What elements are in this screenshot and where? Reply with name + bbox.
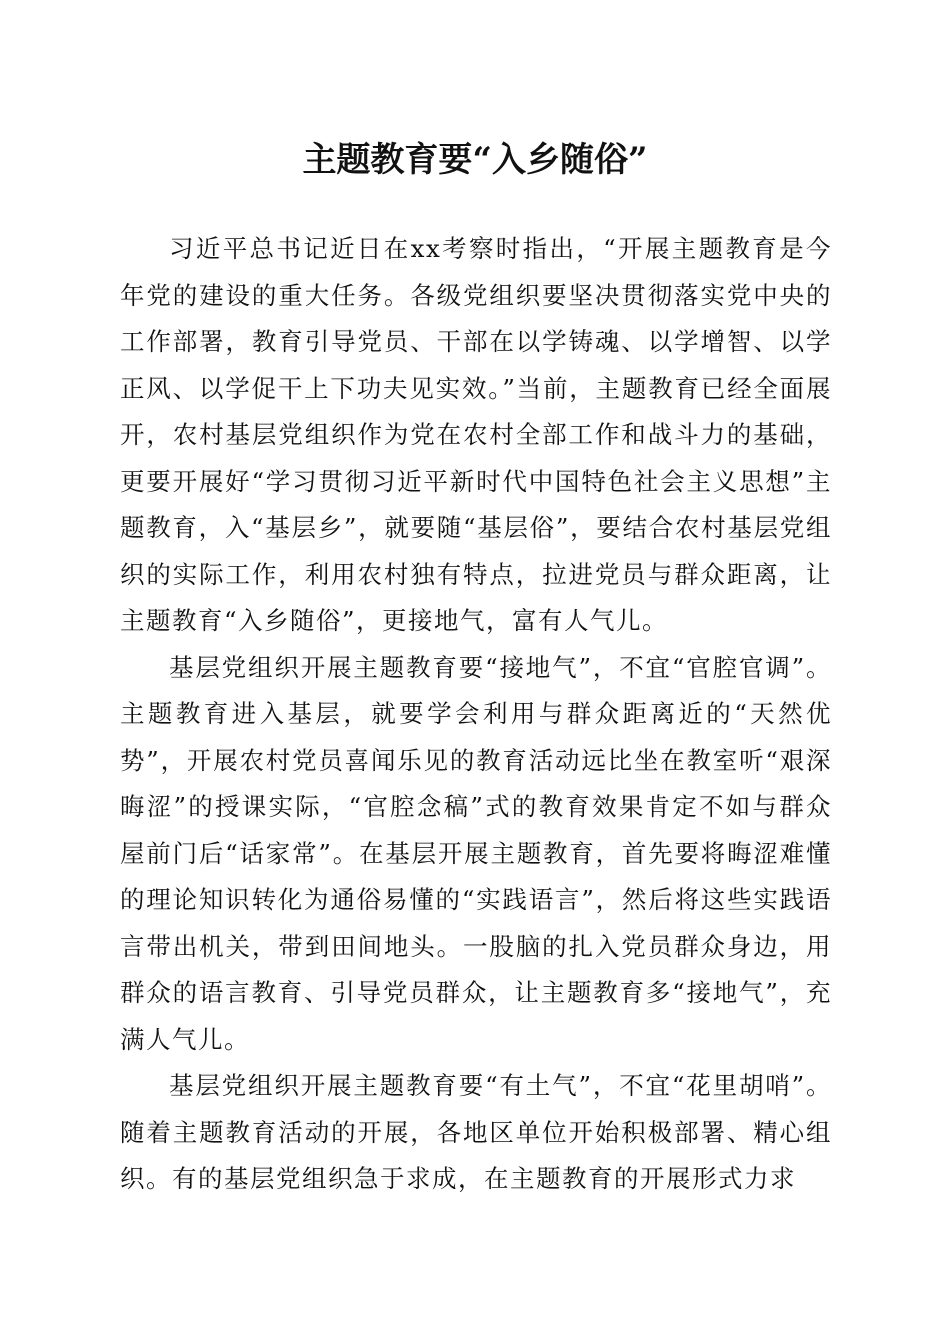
paragraph-2: 基层党组织开展主题教育要“接地气”，不宜“官腔官调”。主题教育进入基层，就要学会利用与群众距离近的“天然优势”，开展农村党员喜闻乐见的教育活动远比坐在教室听“艰深晦涩”的授课实际，“官腔念稿”式的教育效果肯定不如与群众屋前门后“话家常”。在基层开展主题教育，首先要将晦涩难懂的理论知识转化为通俗易懂的“实践语言”，然后将这些实践语言带出机关，带到田间地头。一股脑的扎入党员群众身边，用群众的语言教育、引导党员群众，让主题教育多“接地气”，充满人气儿。 — [120, 652, 832, 1054]
document-body — [120, 226, 832, 1203]
paragraph-1: 习近平总书记近日在xx考察时指出，“开展主题教育是今年党的建设的重大任务。各级党组织要坚决贯彻落实党中央的工作部署，教育引导党员、干部在以学铸魂、以学增智、以学正风、以学促干上下功夫见实效。”当前，主题教育已经全面展开，农村基层党组织作为党在农村全部工作和战斗力的基础，更要开展好“学习贯彻习近平新时代中国特色社会主义思想”主题教育，入“基层乡”，就要随“基层俗”，要结合农村基层党组织的实际工作，利用农村独有特点，拉进党员与群众距离，让主题教育“入乡随俗”，更接地气，富有人气儿。 — [120, 234, 832, 635]
document-title: 主题教育要“入乡随俗” — [302, 140, 648, 180]
paragraph-3: 基层党组织开展主题教育要“有土气”，不宜“花里胡哨”。随着主题教育活动的开展，各地区单位开始积极部署、精心组织。有的基层党组织急于求成，在主题教育的开展形式力求 — [120, 1071, 832, 1193]
